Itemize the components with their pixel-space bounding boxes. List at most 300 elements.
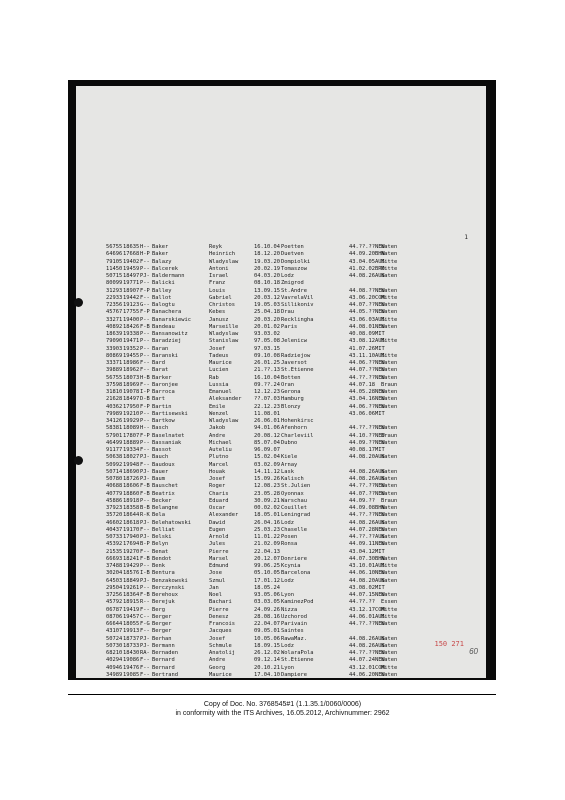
birth-place: Leningrad [281, 512, 311, 519]
table-row [106, 614, 411, 621]
first-name: Marcel [209, 461, 229, 468]
destination: Waten [381, 367, 398, 374]
transfer-date: 44.07.28NEU [349, 526, 385, 533]
birth-place: Javersot [281, 360, 307, 366]
prisoner-number: 21628 [106, 396, 123, 403]
prisoner-number: 56755 [106, 374, 123, 381]
birth-place: Warschau [281, 497, 307, 504]
transfer-date: 44.08.20AUS [349, 454, 385, 461]
birth-place: Chaselle [281, 526, 307, 533]
transfer-date: 44.??.??NEU [349, 621, 385, 627]
transfer-date: 43.06.03AUS [349, 316, 385, 323]
destination: Waten [381, 374, 398, 381]
transfer-date: 43.04.12MIT [349, 548, 385, 555]
surname: Baum [152, 476, 165, 482]
birth-place: Radziejow [281, 352, 311, 359]
table-row [106, 469, 411, 476]
birth-place: Afenhorn [281, 425, 307, 432]
destination: Waten [381, 490, 398, 497]
prisoner-number: 64503 [106, 577, 123, 584]
birth-date: 16.10.04 [254, 374, 280, 381]
table-row [106, 251, 411, 258]
transfer-date: 44.08.20AUS [349, 577, 385, 584]
prisoner-number: 33903 [106, 345, 123, 352]
category-code: PJ- [140, 635, 150, 642]
destination: Braun [381, 381, 398, 388]
prisoner-number: 45767 [106, 309, 123, 316]
red-stamp-number: 150 271 [434, 640, 464, 648]
surname: Bauschet [152, 483, 178, 490]
table-row [106, 454, 411, 461]
surname: Barroca [152, 389, 175, 395]
table-row [106, 672, 411, 679]
transfer-date: 44.08.26AUS [349, 642, 385, 649]
category-code: PJ- [140, 534, 150, 540]
prisoner-number: 40362 [106, 403, 123, 410]
table-row [106, 498, 411, 505]
first-name: Pierre [209, 548, 229, 555]
birth-date: 26.01.25 [254, 360, 280, 366]
first-name: Josef [209, 345, 226, 352]
birth-place: Arnay [281, 461, 298, 468]
first-name: Plutno [209, 454, 229, 461]
table-row [106, 273, 411, 280]
transfer-date: 44.07.24NEU [349, 657, 385, 664]
first-name: Eduard [209, 497, 229, 504]
transfer-date: 44.06.20NEU [349, 671, 385, 678]
block-number: 19085 [123, 671, 140, 678]
transfer-date: 43.10.01AUS [349, 563, 385, 569]
birth-place: Lodz [281, 642, 294, 649]
destination: Waten [381, 251, 398, 258]
birth-place [281, 585, 349, 592]
category-code: F-- [140, 360, 150, 366]
block-number: 19400 [123, 316, 140, 323]
birth-place: Zmigrod [281, 280, 304, 287]
block-number: 17668 [123, 251, 140, 258]
transfer-date: 44.07.??NEU [349, 490, 385, 497]
category-code: F-P [140, 432, 150, 439]
block-number: 19455 [123, 352, 140, 359]
table-row [106, 433, 411, 440]
birth-date: 18.09.15 [254, 642, 280, 649]
surname: Bartisewski [152, 410, 188, 417]
category-code: RA- [140, 650, 150, 656]
prisoner-number: 45886 [106, 497, 123, 504]
destination [381, 346, 411, 353]
transfer-date: 44.??.??NEU [349, 650, 385, 656]
surname: Baran [152, 345, 169, 352]
first-name: Francois [209, 621, 235, 627]
block-number: 17755 [123, 309, 140, 316]
destination: Waten [381, 650, 398, 656]
destination [381, 280, 411, 287]
category-code: F-- [140, 664, 150, 671]
surname: Bart [152, 396, 165, 403]
category-code: F-P [140, 403, 150, 410]
transfer-date: 43.12.01COM [349, 664, 385, 671]
prisoner-number: 50724 [106, 635, 123, 642]
table-row [106, 280, 411, 287]
birth-place: Saintes [281, 628, 304, 635]
block-number: 19459 [123, 265, 140, 272]
first-name: Anatolij [209, 650, 235, 656]
transfer-date: 44.??.??NEU [349, 425, 385, 432]
birth-place: Blonzy [281, 403, 301, 410]
destination: Waten [381, 425, 398, 432]
birth-place: Dubno [281, 439, 298, 446]
birth-place: Lask [281, 468, 294, 475]
first-name: Oscar [209, 505, 226, 511]
prisoner-number: 40946 [106, 664, 123, 671]
surname: Berejuk [152, 599, 175, 606]
birth-place: Botten [281, 374, 301, 381]
prisoner-number: 80869 [106, 352, 123, 359]
birth-date: 18.05.24 [254, 584, 280, 591]
first-name: Arnold [209, 534, 229, 540]
category-code: H-- [140, 244, 150, 250]
transfer-date: 44.06.??NEU [349, 403, 385, 410]
transfer-date: 44.09.?? [349, 497, 375, 504]
block-number: 19170 [123, 526, 140, 533]
birth-date: 22.04.13 [254, 548, 280, 555]
birth-date: 25.04.18 [254, 309, 280, 316]
prisoner-number: 91177 [106, 447, 123, 453]
surname: Berger [152, 621, 172, 627]
transfer-date: 44.07.15NEU [349, 592, 385, 598]
category-code: F-- [140, 628, 150, 635]
birth-place: Kiele [281, 454, 298, 461]
destination: Waten [381, 389, 398, 395]
birth-place: Nizza [281, 606, 298, 613]
first-name: Eugen [209, 526, 226, 533]
archive-footer [0, 700, 565, 718]
category-code: P-- [140, 410, 150, 417]
surname: Bard [152, 360, 165, 366]
category-code: F-B [140, 490, 150, 497]
destination: Waten [381, 309, 398, 316]
category-code: PJ- [140, 468, 150, 475]
first-name: Jules [209, 541, 226, 548]
first-name: Antoni [209, 265, 229, 272]
birth-date: 25.03.23 [254, 526, 280, 533]
birth-place: Dompiolki [281, 258, 311, 265]
prisoner-number: 06787 [106, 606, 123, 613]
birth-date: 20.03.20 [254, 316, 280, 323]
surname: Banachera [152, 309, 182, 316]
first-name: Reyk [209, 244, 222, 250]
table-row [106, 360, 411, 367]
table-row [106, 512, 411, 519]
prisoner-number: 40437 [106, 526, 123, 533]
surname: Berczynski [152, 584, 185, 591]
surname: Baker [152, 244, 169, 250]
surname: Balicki [152, 280, 175, 287]
first-name: Auteliu [209, 447, 232, 453]
prisoner-number: 31293 [106, 287, 123, 294]
birth-place: Lodz [281, 519, 294, 526]
transfer-date: 43.08.02MIT [349, 584, 385, 591]
surname: Balcerek [152, 265, 178, 272]
birth-place [281, 331, 349, 338]
transfer-date: 44.05.??NEU [349, 309, 385, 316]
birth-date: 17.04.10 [254, 671, 280, 678]
birth-place: Couillet [281, 505, 307, 511]
surname: Bernard [152, 664, 175, 671]
birth-place [281, 549, 349, 556]
birth-date: 26.04.16 [254, 519, 280, 526]
category-code: R-K [140, 512, 150, 519]
table-row [106, 462, 411, 469]
destination: Waten [381, 287, 398, 294]
destination: Waten [381, 273, 398, 279]
birth-place: Lodz [281, 273, 294, 279]
birth-date: 23.05.28 [254, 490, 280, 497]
birth-place: Oran [281, 381, 294, 388]
destination: Mitte [381, 338, 398, 345]
first-name: Georg [209, 664, 226, 671]
block-number: 18860 [123, 490, 140, 497]
birth-date: 21.02.09 [254, 541, 280, 548]
prisoner-number: 40688 [106, 483, 123, 490]
prisoner-number: 72356 [106, 302, 123, 308]
category-code: F-G [140, 621, 150, 627]
category-code: F-- [140, 367, 150, 374]
transfer-date: 40.08.17MIT [349, 447, 385, 453]
table-row [106, 665, 411, 672]
first-name: Jan [209, 584, 219, 591]
surname: Barat [152, 367, 169, 374]
table-row [106, 288, 411, 295]
first-name: Andre [209, 657, 226, 664]
birth-place: RawaMaz. [281, 635, 307, 642]
first-name: Emanuel [209, 389, 232, 395]
surname: Barker [152, 374, 172, 381]
surname: Bauch [152, 454, 169, 461]
surname: Baronjee [152, 381, 178, 388]
document-page [76, 86, 486, 678]
surname: Baranski [152, 352, 178, 359]
first-name: Maurice [209, 671, 232, 678]
first-name: Andre [209, 432, 226, 439]
birth-place: Sillikoniv [281, 302, 314, 308]
transfer-date: 44.09.11NEU [349, 541, 385, 548]
transfer-date: 43.08.12AUS [349, 338, 385, 345]
first-name: Christos [209, 302, 235, 308]
destination: Mitte [381, 265, 398, 272]
transfer-date: 44.07.18 [349, 381, 375, 388]
table-row [106, 563, 411, 570]
transfer-date: 44.09.??NEU [349, 439, 385, 446]
category-code: F-- [140, 657, 150, 664]
table-row [106, 440, 411, 447]
prisoner-number: 37488 [106, 563, 123, 569]
destination: Waten [381, 671, 398, 678]
prisoner-number: 11450 [106, 265, 123, 272]
handwritten-initials: 60 [469, 647, 478, 656]
prisoner-number: 40294 [106, 657, 123, 664]
surname: Belski [152, 534, 172, 540]
first-name: Edmund [209, 563, 229, 569]
birth-date: 97.03.15 [254, 345, 280, 352]
birth-date: 09.12.14 [254, 657, 280, 664]
birth-date: 26.12.02 [254, 650, 280, 656]
surname: Baudoux [152, 461, 175, 468]
block-number: 19771 [123, 280, 140, 287]
footer-divider [68, 694, 496, 695]
first-name: Wladyslaw [209, 331, 239, 337]
table-row [106, 628, 411, 635]
first-name: Charis [209, 490, 229, 497]
transfer-date [349, 418, 381, 425]
destination [381, 411, 411, 418]
surname: Belyn [152, 541, 169, 548]
category-code: P-- [140, 265, 150, 272]
prisoner-number: 68210 [106, 650, 123, 656]
block-number: 18849 [123, 577, 140, 584]
birth-place: Kcynia [281, 563, 301, 569]
destination: Waten [381, 555, 398, 562]
destination: Waten [381, 577, 398, 584]
transfer-date: 43.06.06MIT [349, 410, 385, 417]
block-number: 18606 [123, 483, 140, 490]
category-code: H-B [140, 374, 150, 381]
table-row [106, 491, 411, 498]
prisoner-number: 50638 [106, 454, 123, 461]
table-row [106, 505, 411, 512]
transfer-date: 43.12.17COM [349, 606, 385, 613]
category-code: P-- [140, 352, 150, 359]
table-row [106, 317, 411, 324]
birth-date: 24.09.26 [254, 606, 280, 613]
first-name: Alexander [209, 512, 239, 519]
transfer-date: 44.07.??NEU [349, 302, 385, 308]
table-row [106, 607, 411, 614]
destination: Waten [381, 360, 398, 366]
table-row [106, 527, 411, 534]
birth-date: 94.01.06 [254, 425, 280, 432]
table-row [106, 621, 411, 628]
block-number: 18027 [123, 454, 140, 461]
destination: Waten [381, 403, 398, 410]
surname: Bassot [152, 447, 172, 453]
block-number: 18986 [123, 360, 140, 366]
first-name: Wladyslaw [209, 258, 239, 265]
table-row [106, 353, 411, 360]
block-number: 18073 [123, 374, 140, 381]
prisoner-number: 30204 [106, 570, 123, 577]
category-code: PJ- [140, 577, 150, 584]
category-code: B-B [140, 505, 150, 511]
birth-place: KaminezPod [281, 599, 314, 606]
prisoner-number: 79989 [106, 410, 123, 417]
destination: Waten [381, 454, 398, 461]
table-row [106, 396, 411, 403]
destination [381, 549, 411, 556]
prisoner-number: 46602 [106, 519, 123, 526]
first-name: Wenzel [209, 410, 229, 417]
prisoner-number: 46499 [106, 439, 123, 446]
block-number: 19123 [123, 302, 140, 308]
block-number: 19334 [123, 447, 140, 453]
birth-place: Duetven [281, 251, 304, 258]
birth-date: 17.01.12 [254, 577, 280, 584]
block-number: 19476 [123, 664, 140, 671]
destination [381, 628, 411, 635]
surname: Berehoux [152, 592, 178, 598]
category-code: P-- [140, 331, 150, 337]
birth-date: 99.06.25 [254, 563, 280, 569]
prisoner-number: 34126 [106, 418, 123, 424]
birth-date: 20.12.07 [254, 555, 280, 562]
surname: Berger [152, 628, 172, 635]
surname: Bernaden [152, 650, 178, 656]
transfer-date: 41.02.02BRO [349, 265, 385, 272]
destination: Waten [381, 519, 398, 526]
block-number: 18055 [123, 621, 140, 627]
surname: Bermann [152, 642, 175, 649]
table-row [106, 585, 411, 592]
birth-place: Charleviil [281, 432, 314, 439]
birth-date: 08.10.18 [254, 280, 280, 287]
birth-place: Oyonnax [281, 490, 304, 497]
category-code: F-B [140, 483, 150, 490]
birth-date: 30.09.21 [254, 497, 280, 504]
block-number: 18969 [123, 381, 140, 388]
transfer-date: 44.??.??AUS [349, 534, 385, 540]
birth-date: 09.05.01 [254, 628, 280, 635]
block-number: 17950 [123, 403, 140, 410]
surname: Beatrix [152, 490, 175, 497]
punch-hole [74, 456, 83, 465]
destination [381, 585, 411, 592]
transfer-date: 44.08.26AUS [349, 468, 385, 475]
table-row [106, 309, 411, 316]
birth-date: 20.01.02 [254, 323, 280, 330]
table-row [106, 643, 411, 650]
first-name: Michael [209, 439, 232, 446]
block-number: 19913 [123, 628, 140, 635]
category-code: PJ- [140, 519, 150, 526]
birth-place: St.Julien [281, 483, 311, 490]
birth-date: 96.09.07 [254, 447, 280, 453]
destination: Mitte [381, 606, 398, 613]
birth-place: Parivain [281, 621, 307, 627]
prisoner-number: 50780 [106, 476, 123, 482]
destination: Waten [381, 323, 398, 330]
first-name: Aleksander [209, 396, 242, 403]
block-number: 18576 [123, 570, 140, 577]
category-code: H-- [140, 425, 150, 432]
transfer-date: 44.10.??NEU [349, 432, 385, 439]
first-name: Emile [209, 403, 226, 410]
transfer-date: 44.08.26AUS [349, 273, 385, 279]
birth-place: Jelenicw [281, 338, 307, 345]
block-number: 19402 [123, 258, 140, 265]
birth-place: Recklingha [281, 316, 314, 323]
category-code: F-- [140, 447, 150, 453]
birth-date: 11.08.01 [254, 410, 280, 417]
block-number: 19419 [123, 606, 140, 613]
surname: Bernard [152, 657, 175, 664]
destination [381, 418, 411, 425]
prisoner-number: 58381 [106, 425, 123, 432]
page-number: 1 [464, 234, 468, 241]
transfer-date: 44.??.??NEU [349, 374, 385, 381]
birth-place: Lyon [281, 664, 294, 671]
footer-line-2: in conformity with the ITS Archives, 16.05.2012, Archivnummer: 2962 [175, 710, 390, 717]
destination: Mitte [381, 664, 398, 671]
